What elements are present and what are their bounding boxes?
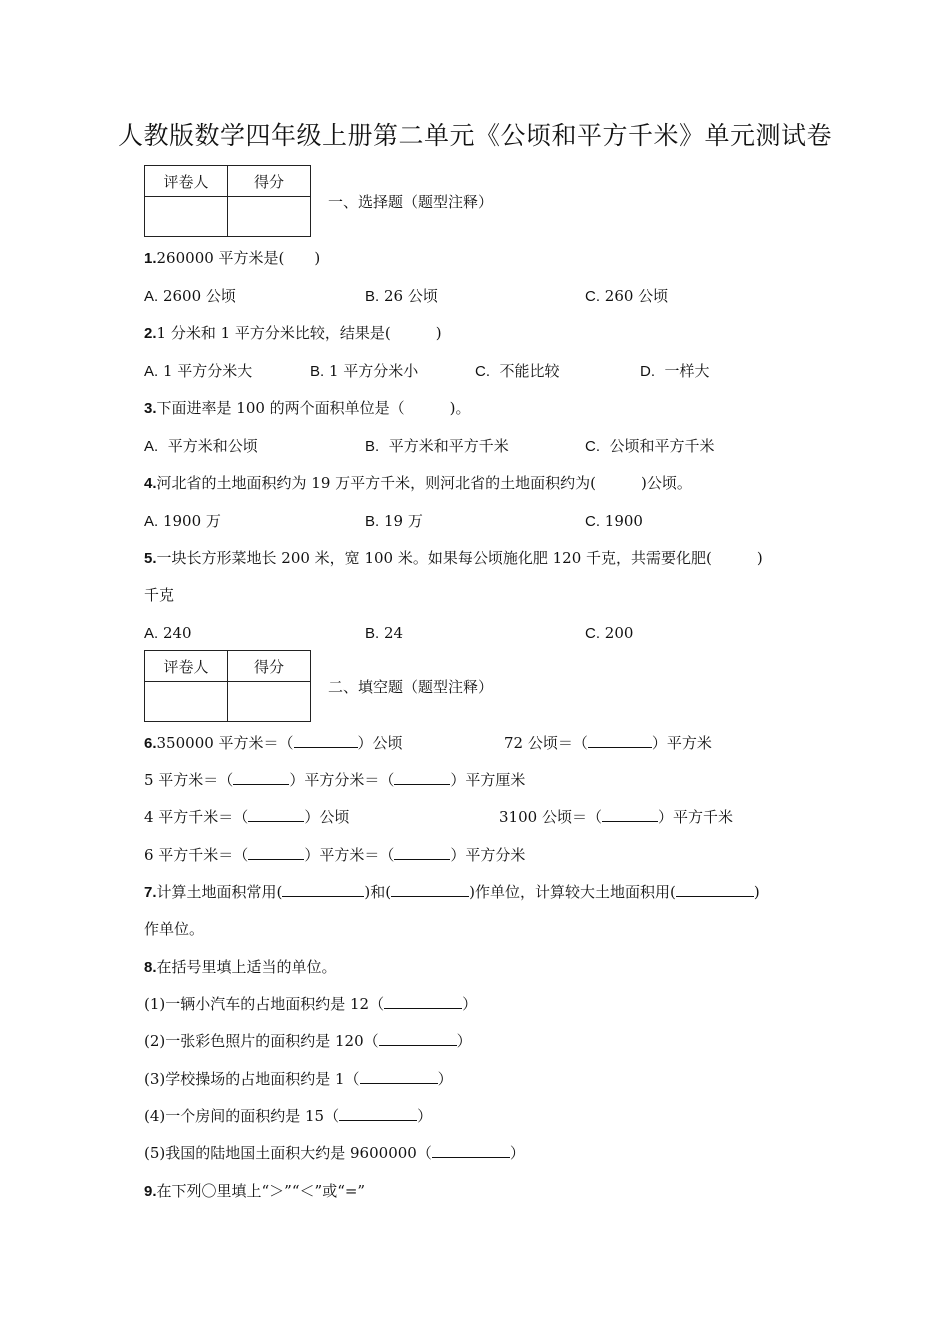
q8-item-4: [144, 1106, 432, 1126]
question-6-row-1a: [144, 733, 403, 754]
q3-option-a[interactable]: [144, 436, 258, 457]
option-letter: B.: [365, 438, 380, 455]
question-6-row-4: [144, 845, 525, 865]
section-heading-choice: 一、选择题（题型注释）: [328, 193, 494, 211]
question-5: [144, 548, 763, 569]
q2-option-b[interactable]: [310, 361, 418, 382]
question-7-continued: 作单位。: [144, 920, 205, 938]
grader-header: 评卷人: [145, 166, 228, 197]
option-letter: C.: [585, 513, 600, 530]
option-text: 公顷和平方千米: [609, 437, 715, 455]
item-text: ）: [509, 1144, 525, 1162]
question-6-row-1b: [504, 733, 712, 753]
q4-option-c[interactable]: [585, 511, 643, 532]
q7-text: )作单位，计算较大土地面积用(: [469, 883, 676, 901]
question-1: [144, 248, 320, 269]
question-8: [144, 957, 337, 978]
option-text: 240: [162, 624, 192, 642]
q1-option-c[interactable]: [585, 286, 668, 307]
option-text: 1900: [604, 512, 643, 530]
q6-text: ）公顷: [357, 734, 403, 752]
option-text: 平方米和平方千米: [388, 437, 509, 455]
option-text: 1 平方分米小: [328, 362, 419, 380]
question-6-row-3a: [144, 807, 349, 827]
q5-option-c[interactable]: [585, 623, 633, 644]
q7-text: 计算土地面积常用(: [156, 883, 283, 901]
answer-blank[interactable]: [602, 807, 658, 822]
question-text: 下面进率是 100 的两个面积单位是（ )。: [156, 399, 471, 417]
answer-blank[interactable]: [294, 733, 358, 748]
item-text: (3)学校操场的占地面积约是 1（: [144, 1070, 360, 1088]
option-letter: C.: [585, 438, 600, 455]
grader-cell[interactable]: [145, 197, 228, 237]
q6-text: 6 平方千米＝（: [144, 846, 249, 864]
q7-text: ): [753, 883, 760, 901]
question-number: 9.: [144, 1183, 157, 1200]
question-number: 2.: [144, 325, 157, 342]
item-text: ）: [417, 1107, 433, 1125]
answer-blank[interactable]: [394, 845, 450, 860]
q2-option-a[interactable]: [144, 361, 252, 382]
answer-blank[interactable]: [391, 882, 469, 897]
item-text: (5)我国的陆地国土面积大约是 9600000（: [144, 1144, 432, 1162]
option-letter: A.: [144, 288, 159, 305]
answer-blank[interactable]: [379, 1031, 457, 1046]
q3-option-b[interactable]: [365, 436, 509, 457]
question-number: 6.: [144, 735, 157, 752]
question-6-row-3b: [499, 807, 733, 827]
q6-text: 3100 公顷＝（: [499, 808, 602, 826]
item-text: (4)一个房间的面积约是 15（: [144, 1107, 340, 1125]
question-number: 3.: [144, 400, 157, 417]
question-7: [144, 882, 760, 903]
option-letter: C.: [585, 625, 600, 642]
q1-option-b[interactable]: [365, 286, 438, 307]
answer-blank[interactable]: [676, 882, 754, 897]
question-text: 一块长方形菜地长 200 米，宽 100 米。如果每公顷施化肥 120 千克，共需要化肥( ): [156, 549, 763, 567]
option-letter: B.: [365, 625, 380, 642]
score-table: [144, 650, 311, 722]
question-number: 8.: [144, 959, 157, 976]
q4-option-a[interactable]: [144, 511, 221, 532]
option-text: 1 平方分米大: [162, 362, 253, 380]
question-6-row-2: [144, 770, 525, 790]
q2-option-c[interactable]: [475, 361, 560, 382]
q8-item-2: [144, 1031, 472, 1051]
answer-blank[interactable]: [384, 994, 462, 1009]
option-letter: B.: [365, 288, 380, 305]
answer-blank[interactable]: [360, 1069, 438, 1084]
q3-option-c[interactable]: [585, 436, 715, 457]
page-title: 人教版数学四年级上册第二单元《公顷和平方千米》单元测试卷: [117, 121, 832, 150]
question-text: 1 分米和 1 平方分米比较，结果是( ): [156, 324, 442, 342]
option-text: 26 公顷: [383, 287, 438, 305]
question-4: [144, 473, 692, 494]
answer-blank[interactable]: [339, 1106, 417, 1121]
question-number: 4.: [144, 475, 157, 492]
q6-text: ）平方分米＝（: [289, 771, 395, 789]
question-number: 7.: [144, 884, 157, 901]
option-text: 不能比较: [499, 362, 560, 380]
q6-text: 4 平方千米＝（: [144, 808, 249, 826]
option-letter: B.: [365, 513, 380, 530]
option-text: 1900 万: [162, 512, 221, 530]
q6-text: 5 平方米＝（: [144, 771, 234, 789]
option-letter: A.: [144, 513, 159, 530]
question-number: 5.: [144, 550, 157, 567]
option-letter: B.: [310, 363, 325, 380]
question-text: 在括号里填上适当的单位。: [156, 958, 337, 976]
q6-text: 350000 平方米＝（: [156, 734, 294, 752]
option-letter: D.: [640, 363, 655, 380]
q7-text: )和(: [364, 883, 392, 901]
q6-text: ）平方分米: [450, 846, 526, 864]
option-letter: A.: [144, 625, 159, 642]
option-letter: A.: [144, 363, 159, 380]
item-text: (1)一辆小汽车的占地面积约是 12（: [144, 995, 385, 1013]
option-letter: C.: [475, 363, 490, 380]
question-text: 260000 平方米是( ): [156, 249, 321, 267]
question-3: [144, 398, 471, 419]
q8-item-3: [144, 1069, 453, 1089]
option-text: 200: [604, 624, 634, 642]
answer-blank[interactable]: [432, 1143, 510, 1158]
item-text: ）: [462, 995, 478, 1013]
answer-blank[interactable]: [233, 770, 289, 785]
option-letter: C.: [585, 288, 600, 305]
grader-cell[interactable]: [145, 682, 228, 722]
q5-option-b[interactable]: [365, 623, 403, 644]
q6-text: ）平方厘米: [450, 771, 526, 789]
answer-blank[interactable]: [394, 770, 450, 785]
score-header: 得分: [228, 651, 311, 682]
score-table: [144, 165, 311, 237]
question-number: 1.: [144, 250, 157, 267]
answer-blank[interactable]: [588, 733, 652, 748]
q1-option-a[interactable]: [144, 286, 236, 307]
score-cell[interactable]: [228, 197, 311, 237]
score-cell[interactable]: [228, 682, 311, 722]
q6-text: ）平方米＝（: [304, 846, 395, 864]
q2-option-d[interactable]: [640, 361, 710, 382]
question-9: [144, 1181, 365, 1202]
option-text: 24: [383, 624, 404, 642]
option-text: 平方米和公顷: [167, 437, 258, 455]
item-text: ）: [456, 1032, 472, 1050]
q8-item-5: [144, 1143, 525, 1163]
q6-text: ）公顷: [304, 808, 350, 826]
option-text: 2600 公顷: [162, 287, 236, 305]
q5-option-a[interactable]: [144, 623, 192, 644]
answer-blank[interactable]: [282, 882, 364, 897]
answer-blank[interactable]: [248, 845, 304, 860]
q8-item-1: [144, 994, 477, 1014]
answer-blank[interactable]: [248, 807, 304, 822]
q6-text: ）平方千米: [657, 808, 733, 826]
question-2: [144, 323, 442, 344]
q4-option-b[interactable]: [365, 511, 423, 532]
option-text: 260 公顷: [604, 287, 669, 305]
item-text: ）: [437, 1070, 453, 1088]
option-text: 一样大: [664, 362, 710, 380]
question-text: 在下列〇里填上“＞”“＜”或“=”: [156, 1182, 366, 1200]
option-text: 19 万: [383, 512, 423, 530]
option-letter: A.: [144, 438, 159, 455]
section-heading-fill: 二、填空题（题型注释）: [328, 678, 494, 696]
question-text: 河北省的土地面积约为 19 万平方千米，则河北省的土地面积约为( )公顷。: [156, 474, 692, 492]
q6-text: ）平方米: [651, 734, 712, 752]
q6-text: 72 公顷＝（: [504, 734, 588, 752]
grader-header: 评卷人: [145, 651, 228, 682]
score-header: 得分: [228, 166, 311, 197]
question-5-continued: 千克: [144, 586, 175, 604]
item-text: (2)一张彩色照片的面积约是 120（: [144, 1032, 379, 1050]
